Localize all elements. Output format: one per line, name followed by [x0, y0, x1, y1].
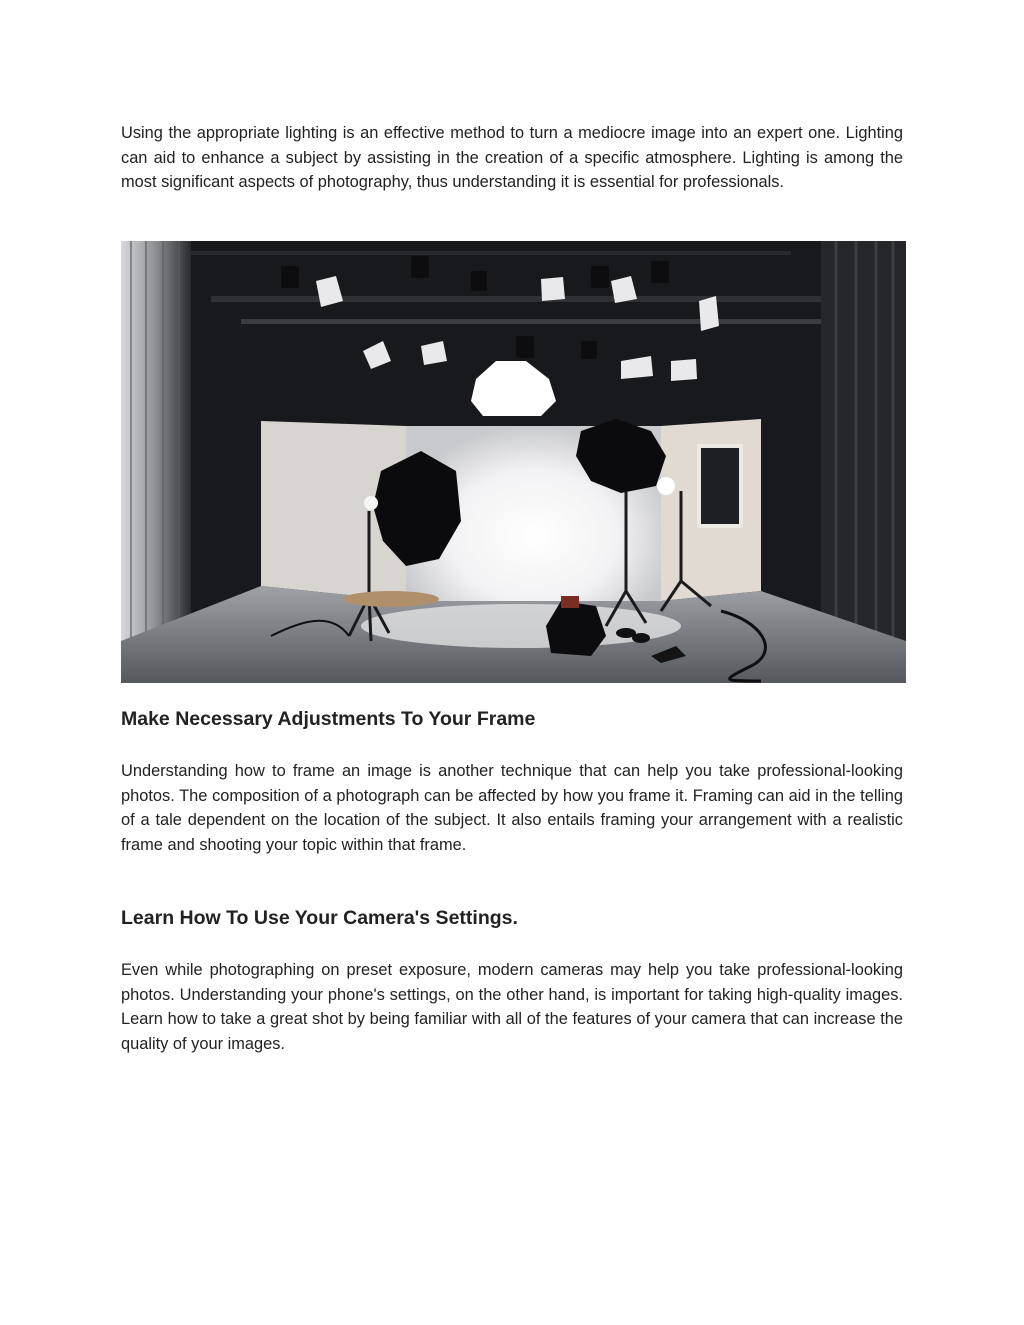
section-heading-camera: Learn How To Use Your Camera's Settings.: [121, 907, 518, 929]
intro-paragraph: Using the appropriate lighting is an effective method to turn a mediocre image into an expert one. Lighting can aid to enhance a subject by assisting in the creation of a specific atmosphere. Lighting is among the most significant aspects of photography, thus understanding it is essential for professionals.: [121, 124, 903, 192]
studio-photo: [121, 241, 906, 683]
section-body-camera: Even while photographing on preset exposure, modern cameras may help you take professional-looking photos. Understanding your phone's settings, on the other hand, is important for taking high-quality images. Learn how to take a great shot by being familiar with all of the features of your camera that can increase the quality of your images.: [121, 961, 903, 1053]
section-heading-frame: Make Necessary Adjustments To Your Frame: [121, 708, 536, 730]
section-body-frame: Understanding how to frame an image is another technique that can help you take professional-looking photos. The composition of a photograph can be affected by how you frame it. Framing can aid in the telling of a tale dependent on the location of the subject. It also entails framing your arrangement with a realistic frame and shooting your topic within that frame.: [121, 762, 903, 854]
